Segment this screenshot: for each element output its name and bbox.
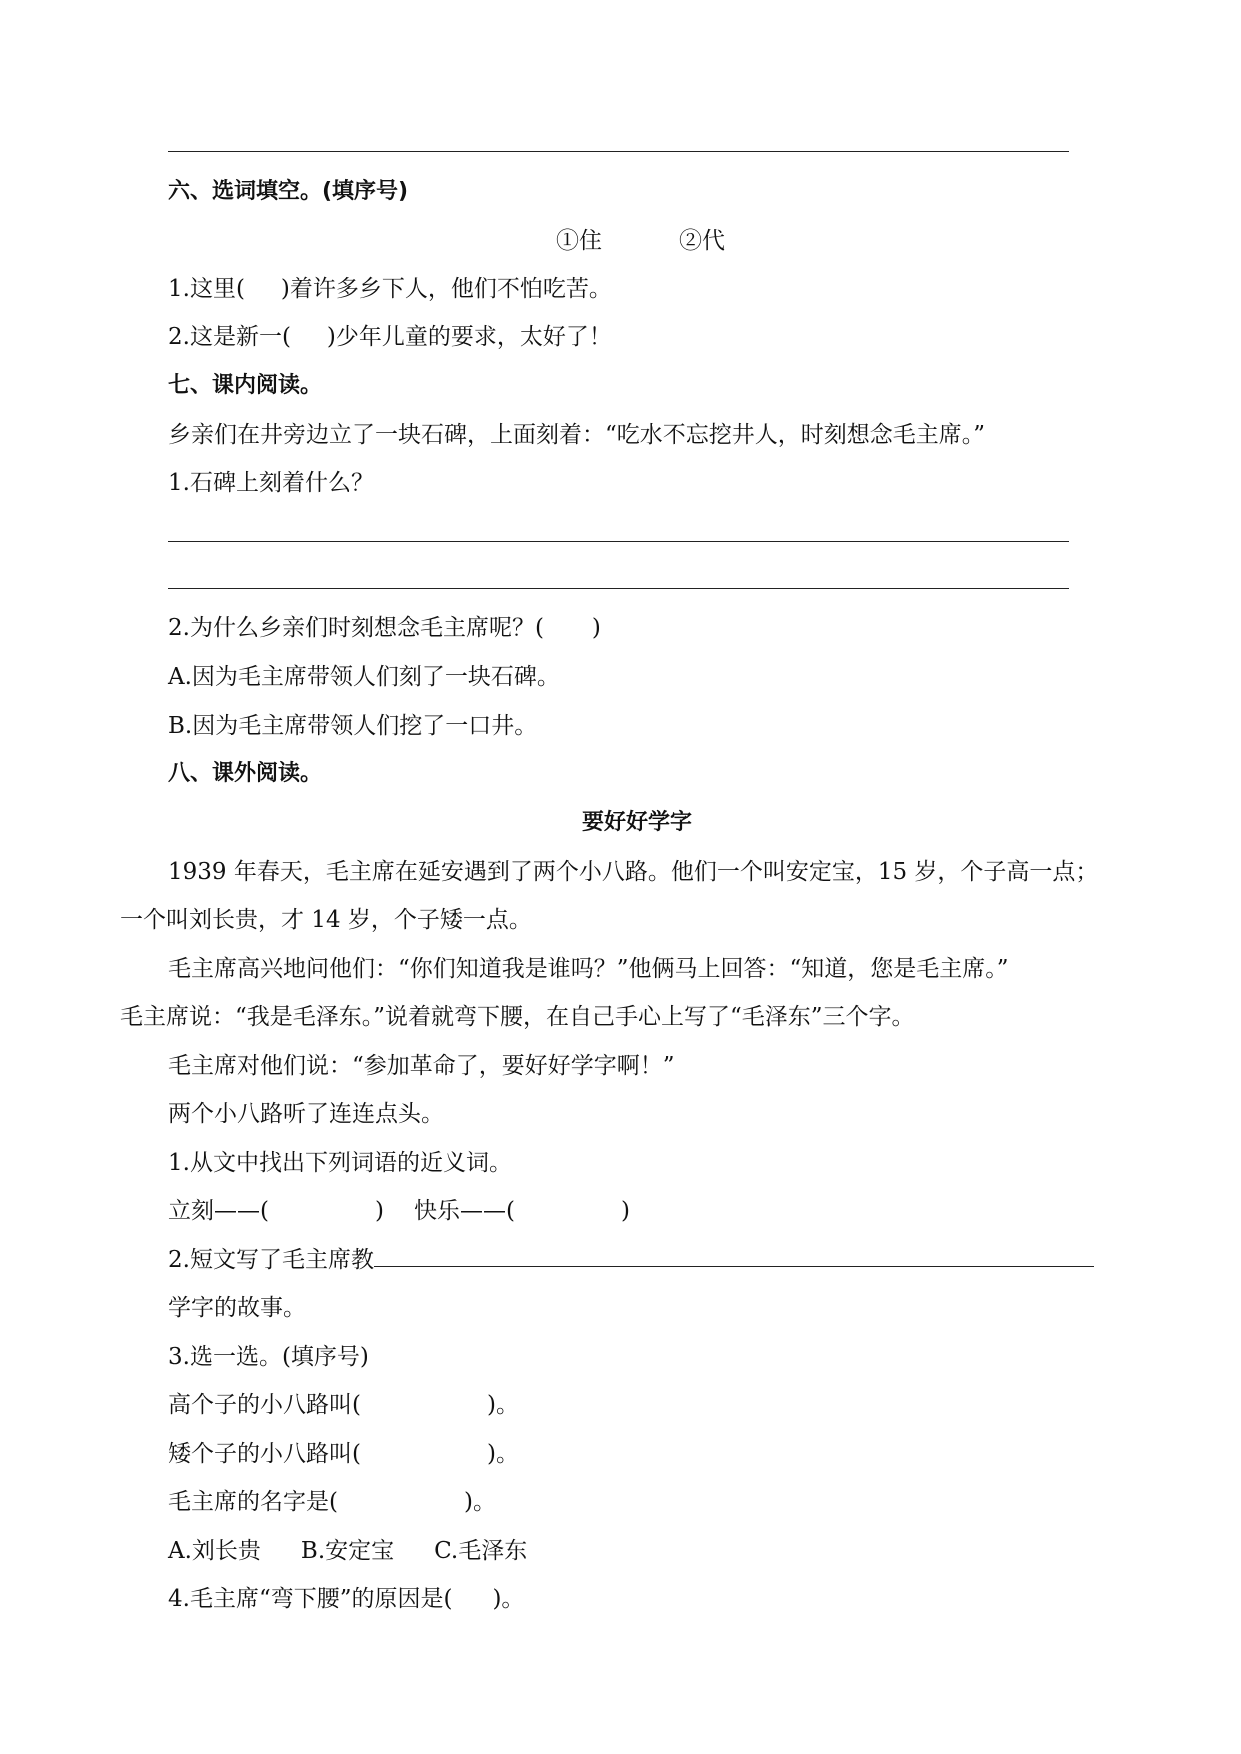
question-8-4: 4.毛主席“弯下腰”的原因是( )。 [168,1586,525,1612]
question-6-1: 1.这里( )着许多乡下人，他们不怕吃苦。 [168,276,612,302]
story-paragraph-4: 两个小八路听了连连点头。 [168,1101,444,1127]
story-paragraph-1-line-2: 一个叫刘长贵，才 14 岁，个子矮一点。 [120,907,532,933]
question-6-2: 2.这是新一( )少年儿童的要求，太好了！ [168,324,612,350]
section-7-title: 七、课内阅读。 [168,373,323,398]
answer-line[interactable] [374,1246,1094,1267]
question-7-2: 2.为什么乡亲们时刻想念毛主席呢？( ) [168,615,601,641]
question-8-3-c: 毛主席的名字是( )。 [168,1489,496,1515]
answer-line[interactable] [168,151,1069,152]
answer-line[interactable] [168,588,1069,589]
section-6-title: 六、选词填空。(填序号) [168,179,409,204]
story-paragraph-1-line-1: 1939 年春天，毛主席在延安遇到了两个小八路。他们一个叫安定宝，15 岁，个子高一点； [168,859,1099,885]
story-paragraph-3: 毛主席对他们说：“参加革命了，要好好学字啊！” [168,1053,675,1079]
section-8-title: 八、课外阅读。 [168,761,323,786]
choice-b: B.因为毛主席带领人们挖了一口井。 [168,713,538,739]
question-8-1: 1.从文中找出下列词语的近义词。 [168,1150,512,1176]
question-8-3-a: 高个子的小八路叫( )。 [168,1392,519,1418]
synonym-row: 立刻——( ) 快乐——( ) [168,1198,630,1224]
question-8-3: 3.选一选。(填序号) [168,1344,369,1370]
question-8-3-options: A.刘长贵 B.安定宝 C.毛泽东 [168,1538,528,1564]
question-8-2: 2.短文写了毛主席教 [168,1245,1094,1275]
story-paragraph-2-line-1: 毛主席高兴地问他们：“你们知道我是谁吗？”他俩马上回答：“知道，您是毛主席。” [168,956,1009,982]
question-8-2-end: 学字的故事。 [168,1295,306,1321]
story-paragraph-2-line-2: 毛主席说：“我是毛泽东。”说着就弯下腰，在自己手心上写了“毛泽东”三个字。 [120,1004,915,1030]
word-option-1: ①住 [556,228,602,254]
word-option-2: ②代 [679,228,725,254]
reading-passage: 乡亲们在井旁边立了一块石碑，上面刻着：“吃水不忘挖井人，时刻想念毛主席。” [168,422,986,448]
question-8-3-b: 矮个子的小八路叫( )。 [168,1441,519,1467]
question-7-1: 1.石碑上刻着什么？ [168,470,374,496]
answer-line[interactable] [168,541,1069,542]
story-title: 要好好学字 [582,810,693,835]
choice-a: A.因为毛主席带领人们刻了一块石碑。 [168,664,560,690]
